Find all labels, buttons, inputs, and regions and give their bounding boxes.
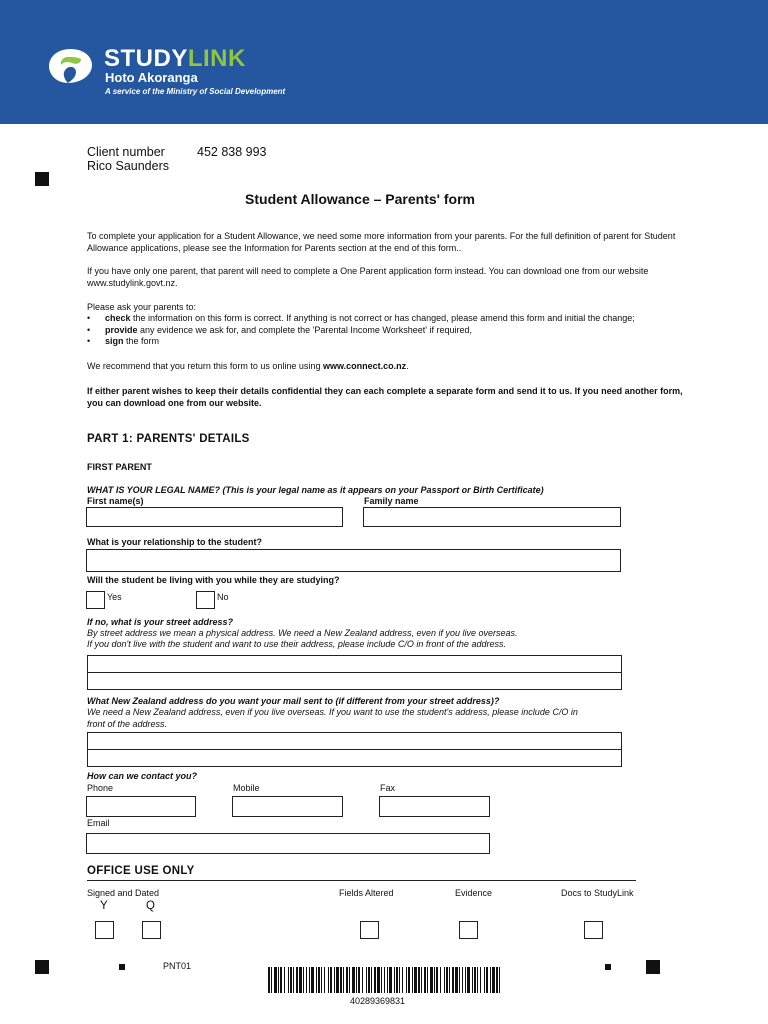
brand-name [104, 46, 246, 72]
registration-mark [35, 172, 49, 186]
family-name-field[interactable] [363, 507, 621, 527]
email-label: Email [87, 818, 110, 828]
no-checkbox[interactable] [196, 591, 215, 609]
intro-paragraph-2: If you have only one parent, that parent will need to complete a One Parent application form instead. You can download one from our website www.studylink.govt.nz. [87, 266, 649, 288]
street-address-line-2[interactable] [87, 672, 622, 690]
page-title: Student Allowance – Parents' form [245, 191, 475, 207]
relationship-question: What is your relationship to the student? [87, 537, 263, 547]
client-name: Rico Saunders [87, 159, 169, 173]
legal-name-question: WHAT IS YOUR LEGAL NAME? (This is your legal name as it appears on your Passport or Birth Certificate) [87, 485, 544, 495]
registration-mark-small [605, 964, 611, 970]
registration-mark-small [119, 964, 125, 970]
recommend-text: We recommend that you return this form to us online using www.connect.co.nz. [87, 361, 409, 371]
evidence-checkbox[interactable] [459, 921, 478, 939]
q-checkbox[interactable] [142, 921, 161, 939]
studylink-logo-icon [46, 46, 96, 86]
living-question: Will the student be living with you while they are studying? [87, 575, 340, 585]
street-address-question: If no, what is your street address? [87, 617, 234, 627]
intro-ask: Please ask your parents to: [87, 302, 197, 312]
docs-checkbox[interactable] [584, 921, 603, 939]
registration-mark [646, 960, 660, 974]
brand-study: STUDY [104, 45, 188, 72]
mail-address-line-1[interactable] [87, 732, 622, 750]
brand-link: LINK [187, 45, 246, 72]
no-label: No [217, 592, 229, 602]
first-parent-heading: FIRST PARENT [87, 462, 152, 472]
part1-heading: PART 1: PARENTS' DETAILS [87, 433, 250, 445]
office-use-heading: OFFICE USE ONLY [87, 865, 195, 877]
mail-address-question: What New Zealand address do you want your mail sent to (if different from your street address)? [87, 696, 500, 706]
email-field[interactable] [86, 833, 490, 854]
family-name-label: Family name [364, 496, 419, 506]
phone-field[interactable] [86, 796, 196, 817]
brand-subtitle: Hoto Akoranga [105, 70, 198, 85]
fax-label: Fax [380, 783, 396, 793]
list-item: • check the information on this form is correct. If anything is not correct or has changed, please amend this form and initial the change; [87, 313, 647, 325]
fields-altered-label: Fields Altered [339, 888, 394, 898]
mail-address-note: We need a New Zealand address, even if you live overseas. If you want to use the student's address, please include C/O in front of the address. [87, 707, 578, 729]
q-label: Q [146, 900, 155, 912]
y-label: Y [100, 900, 108, 912]
barcode [268, 967, 500, 993]
instruction-list [87, 313, 647, 348]
list-item: • sign the form [87, 336, 647, 348]
barcode-number: 40289369831 [350, 996, 406, 1006]
phone-label: Phone [87, 783, 114, 793]
intro-paragraph-1: To complete your application for a Student Allowance, we need some more information from your parents. For the full definition of parent for Student Allowance applications, please see the Information for Parents section at the end of this form.. [87, 231, 676, 253]
confidential-note: If either parent wishes to keep their details confidential they can each complete a separate form and send it to us. If you need another form, you can download one from our website. [87, 386, 683, 408]
y-checkbox[interactable] [95, 921, 114, 939]
fax-field[interactable] [379, 796, 490, 817]
contact-question: How can we contact you? [87, 771, 198, 781]
street-address-note-2: If you don't live with the student and want to use their address, please include C/O in front of the address. [87, 639, 506, 649]
client-number-value: 452 838 993 [197, 145, 267, 159]
mobile-field[interactable] [232, 796, 343, 817]
relationship-field[interactable] [86, 549, 621, 572]
connect-link[interactable]: www.connect.co.nz [322, 361, 407, 371]
mail-address-line-2[interactable] [87, 749, 622, 767]
street-address-note-1: By street address we mean a physical address. We need a New Zealand address, even if you live overseas. [87, 628, 518, 638]
docs-label: Docs to StudyLink [561, 888, 634, 898]
yes-label: Yes [107, 592, 122, 602]
office-use-divider [87, 880, 636, 881]
registration-mark [35, 960, 49, 974]
brand-tagline: A service of the Ministry of Social Development [105, 87, 286, 96]
fields-altered-checkbox[interactable] [360, 921, 379, 939]
list-item: • provide any evidence we ask for, and complete the 'Parental Income Worksheet' if required, [87, 325, 647, 337]
first-name-label: First name(s) [87, 496, 144, 506]
street-address-line-1[interactable] [87, 655, 622, 673]
evidence-label: Evidence [455, 888, 493, 898]
signed-dated-label: Signed and Dated [87, 888, 160, 898]
mobile-label: Mobile [233, 783, 260, 793]
first-name-field[interactable] [86, 507, 343, 527]
client-number-label: Client number [87, 145, 165, 159]
form-code: PNT01 [163, 961, 192, 971]
yes-checkbox[interactable] [86, 591, 105, 609]
